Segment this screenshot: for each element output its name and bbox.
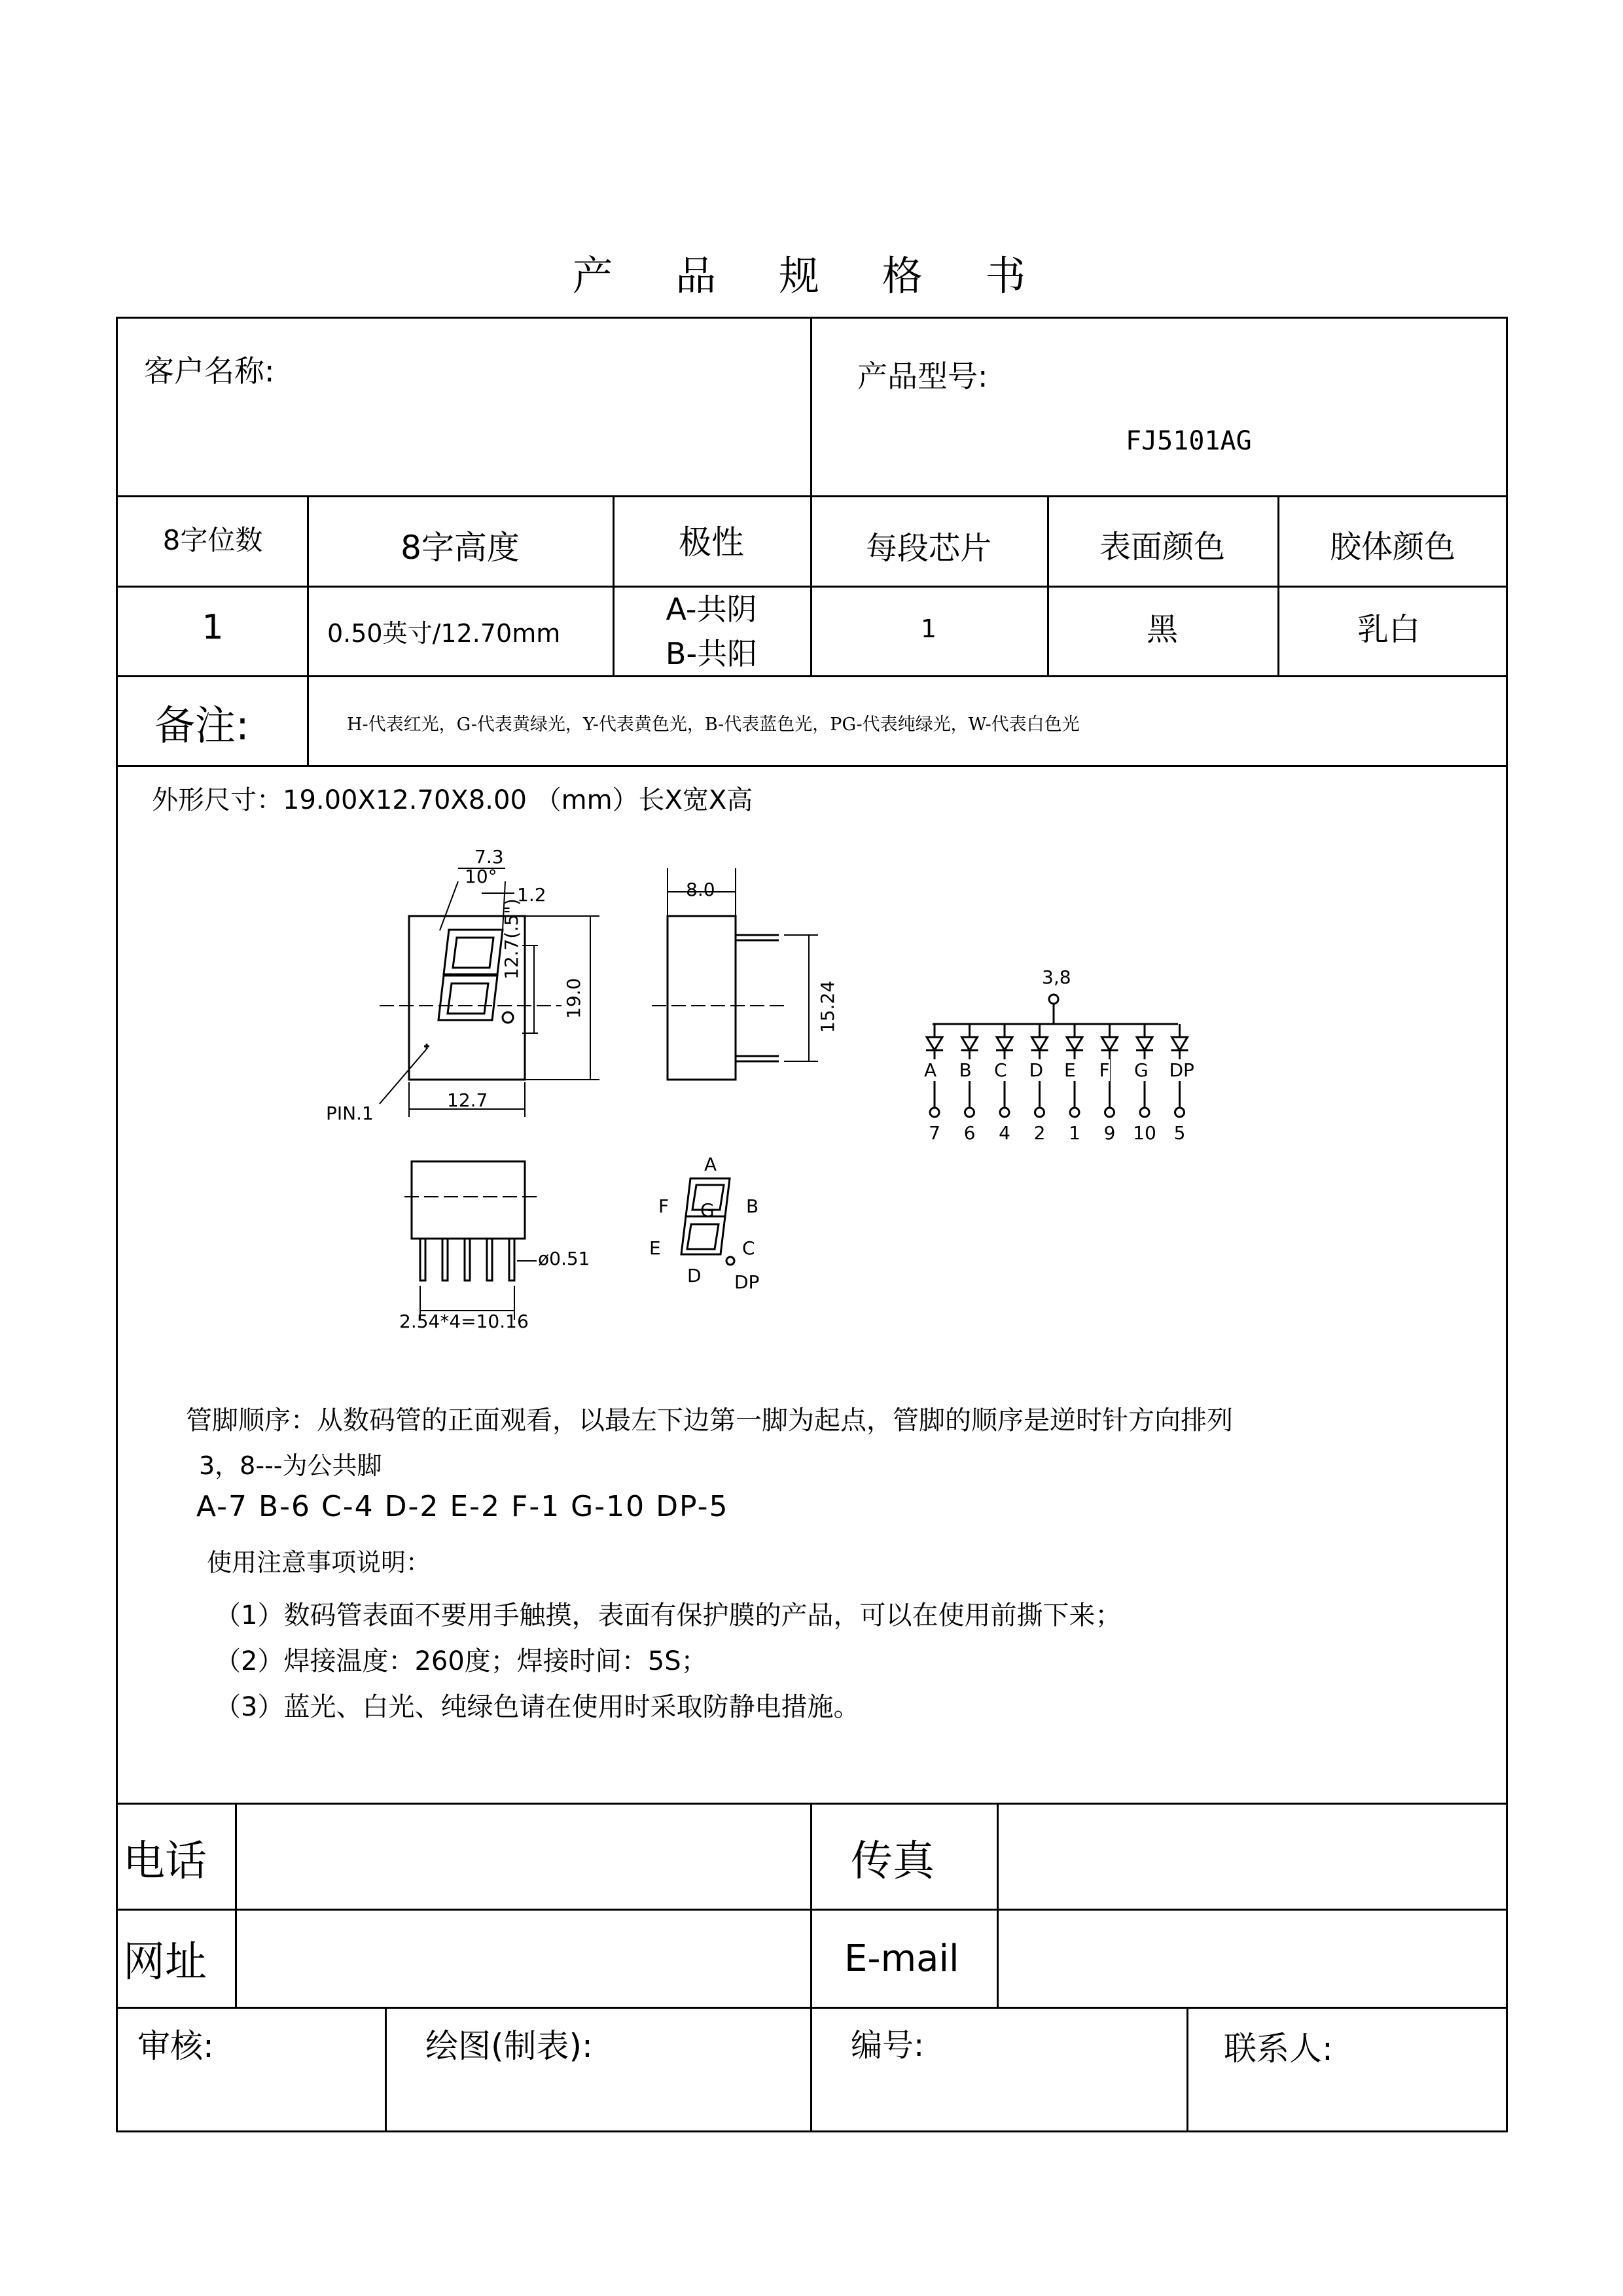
legend-g: G (700, 1199, 715, 1221)
rule (118, 1909, 1508, 1911)
pin1-leader (380, 1049, 427, 1104)
led-diode (1102, 1037, 1118, 1050)
circuit-segment-label: F (1099, 1059, 1110, 1081)
led-diode (927, 1037, 942, 1050)
phone-label: 电话 (123, 1837, 207, 1886)
customer-label: 客户名称: (144, 353, 275, 389)
dimensions-text: 外形尺寸：19.00X12.70X8.00 （mm）长X宽X高 (152, 785, 753, 815)
legend-e: E (649, 1237, 661, 1259)
legend-c: C (742, 1237, 755, 1259)
rule (1186, 2007, 1188, 2132)
side-view-outline (668, 916, 736, 1080)
circuit-segment-label: C (994, 1059, 1007, 1081)
bottom-pins (420, 1239, 514, 1280)
led-diode (1172, 1037, 1188, 1050)
legend-d: D (687, 1265, 702, 1286)
fax-label: 传真 (851, 1837, 935, 1886)
led-diode (1032, 1037, 1048, 1050)
circuit-segment-label: A (924, 1059, 937, 1081)
technical-drawing (118, 319, 1508, 1803)
circuit-pin-number: 9 (1103, 1122, 1116, 1144)
dp-dot (503, 1012, 513, 1023)
website-label: 网址 (123, 1938, 207, 1987)
dim-8-0: 8.0 (686, 879, 715, 900)
dim-7-3: 7.3 (474, 846, 504, 868)
pin-node (1105, 1108, 1115, 1117)
usage-item-2: （2）焊接温度：260度；焊接时间：5S； (215, 1646, 707, 1676)
led-diode (997, 1037, 1012, 1050)
dim-15-24: 15.24 (817, 980, 838, 1033)
spec-header-height: 8字高度 (401, 529, 520, 567)
rule (810, 1803, 812, 2007)
circuit-segment-label: E (1064, 1059, 1076, 1081)
pin-node (930, 1108, 939, 1117)
circuit-segment-label: D (1029, 1059, 1044, 1081)
spec-digits: 1 (202, 608, 224, 647)
pin-order-note: 管脚顺序：从数码管的正面观看，以最左下边第一脚为起点，管脚的顺序是逆时针方向排列 (186, 1405, 1233, 1436)
segment-lower-inner (448, 983, 488, 1014)
circuit-pin-number: 10 (1133, 1122, 1156, 1144)
email-label: E-mail (844, 1937, 959, 1980)
dim-19-0: 19.0 (563, 978, 584, 1019)
rule (385, 2007, 387, 2132)
pin-diameter: ø0.51 (538, 1248, 590, 1269)
dim-12-7: 12.7 (447, 1089, 488, 1111)
review-label: 审核: (137, 2027, 214, 2065)
number-label: 编号: (851, 2027, 925, 2064)
spec-header-polarity: 极性 (679, 523, 744, 561)
pin-node (1140, 1108, 1149, 1117)
spec-header-body: 胶体颜色 (1329, 529, 1455, 565)
remarks-label: 备注: (154, 701, 249, 749)
remarks-text: H-代表红光，G-代表黄绿光，Y-代表黄色光，B-代表蓝色光，PG-代表纯绿光，W-代表白色光 (347, 715, 1080, 735)
bottom-view-outline (412, 1161, 525, 1239)
spec-chips: 1 (920, 614, 937, 643)
legend-b: B (746, 1195, 759, 1217)
segment-upper-inner (453, 938, 493, 968)
rule (810, 2007, 812, 2132)
circuit-segment-label: G (1134, 1059, 1149, 1081)
legend-a: A (704, 1154, 717, 1175)
model-label: 产品型号: (857, 359, 988, 394)
contact-person-label: 联系人: (1224, 2030, 1333, 2068)
spec-header-surface: 表面颜色 (1099, 529, 1225, 565)
circuit-pin-number: 4 (999, 1122, 1010, 1144)
circuit-pin-number: 1 (1069, 1122, 1080, 1144)
document-title: 产 品 规 格 书 (572, 252, 1051, 300)
pin1-label: PIN.1 (326, 1103, 374, 1124)
circuit-pin-number: 2 (1033, 1122, 1046, 1144)
circuit-segment-label: DP (1169, 1059, 1194, 1081)
common-pin-note: 3，8---为公共脚 (199, 1451, 382, 1480)
led-diode (1137, 1037, 1152, 1050)
rule (118, 2007, 1508, 2009)
dim-12-7-inch: 12.7(.5") (501, 898, 522, 980)
pin-node (965, 1108, 974, 1117)
rule (997, 1803, 999, 2007)
pin-pitch: 2.54*4=10.16 (399, 1311, 529, 1332)
spec-polarity-b: B-共阳 (665, 636, 758, 671)
pin-node (1035, 1108, 1044, 1117)
pin-node (1000, 1108, 1009, 1117)
legend-f: F (658, 1195, 669, 1217)
circuit-pin-number: 6 (963, 1122, 976, 1144)
legend-dp: DP (734, 1271, 760, 1293)
dim-line (440, 881, 458, 930)
model-value: FJ5101AG (1126, 426, 1252, 456)
usage-title: 使用注意事项说明： (207, 1548, 431, 1577)
spec-body-color: 乳白 (1357, 611, 1420, 648)
drawing-label: 绘图(制表): (425, 2027, 593, 2065)
legend-lower-inner (687, 1224, 719, 1249)
spec-header-chips: 每段芯片 (865, 530, 991, 567)
spec-surface-color: 黑 (1146, 611, 1178, 648)
common-pin-node (1049, 995, 1058, 1004)
dim-10deg: 10° (465, 866, 497, 887)
rule (118, 1803, 1508, 1805)
usage-item-3: （3）蓝光、白光、纯绿色请在使用时采取防静电措施。 (215, 1692, 860, 1722)
pin-node (1175, 1108, 1185, 1117)
spec-height: 0.50英寸/12.70mm (327, 619, 561, 648)
spec-header-digits: 8字位数 (162, 524, 263, 556)
circuit-segment-label: B (959, 1059, 972, 1081)
common-pin-label: 3,8 (1042, 966, 1071, 988)
circuit-pin-number: 5 (1173, 1122, 1186, 1144)
legend-dp-dot (726, 1257, 734, 1265)
dim-1-2: 1.2 (517, 884, 546, 906)
led-diode (1067, 1037, 1082, 1050)
spec-polarity-a: A-共阴 (666, 592, 757, 627)
usage-item-1: （1）数码管表面不要用手触摸，表面有保护膜的产品，可以在使用前撕下来； (215, 1600, 1122, 1631)
circuit-pin-number: 7 (929, 1122, 940, 1144)
rule (235, 1803, 237, 2007)
led-diode (962, 1037, 978, 1050)
pin-mapping: A-7 B-6 C-4 D-2 E-2 F-1 G-10 DP-5 (196, 1490, 729, 1523)
spec-sheet (116, 317, 1508, 2132)
pin-node (1070, 1108, 1079, 1117)
